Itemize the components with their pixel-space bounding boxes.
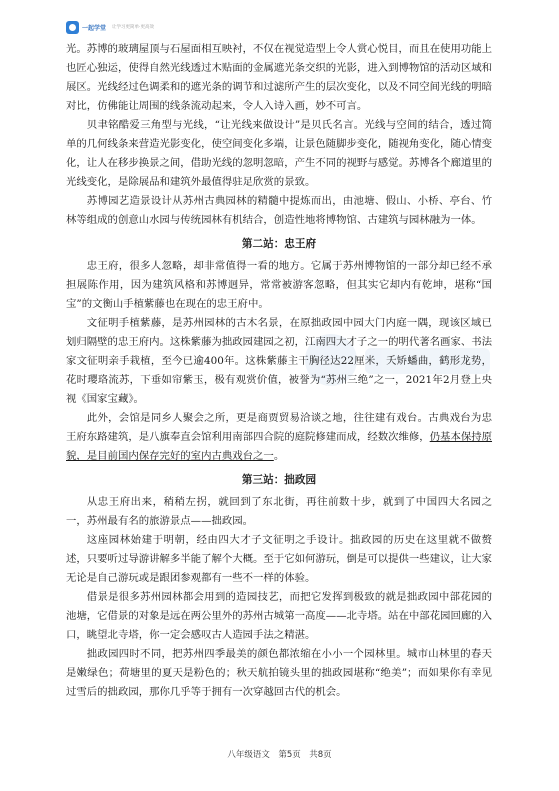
document-body — [66, 40, 492, 702]
section-heading-station-2: 第二站：忠王府 — [241, 238, 317, 250]
paragraph: 苏博园艺造景设计从苏州古典园林的精髓中提炼而出，由池塘、假山、小桥、亭台、竹林等组成的创意山水园与传统园林有机结合，创造性地将博物馆、古建筑与园林融为一体。 — [66, 195, 492, 226]
paragraph — [66, 409, 492, 466]
paragraph: 从忠王府出来，稍稍左拐，就回到了东北街，再往前数十步，就到了中国四大名园之一，苏州最有名的旅游景点——拙政园。 — [66, 496, 492, 527]
site-logo — [66, 20, 154, 34]
paragraph-text: 此外，会馆是同乡人聚会之所，更是商贾贸易洽谈之地，往往建有戏台。古典戏台为忠王府东路建筑，是八旗奉直会馆利用南部四合院的庭院修建而成，经数次维修， — [66, 412, 492, 443]
underlined-sentence: 仍基本保持原貌，是目前国内保存完好的室内古典戏台之一 — [66, 431, 493, 462]
logo-name: 一起学堂 — [82, 24, 107, 32]
paragraph: 拙政园四时不同，把苏州四季最美的颜色都浓缩在小小一个园林里。城市山林里的春天是嫩绿色；荷塘里的夏天是粉色的；秋天航拍镜头里的拙政园堪称“绝美”；而如果你有幸见过雪后的拙政园，那你几乎等于拥有一次穿越回古代的机会。 — [66, 648, 492, 698]
page-footer: 八年级语文 第5页 共8页 — [227, 750, 332, 760]
section-heading-station-3: 第三站：拙政园 — [241, 474, 317, 486]
logo-slogan: 让学习更简单·更高效 — [112, 25, 154, 30]
paragraph: 光。苏博的玻璃屋顶与石屋面相互映衬，不仅在视觉造型上令人赏心悦目，而且在使用功能上也匠心独运，使得自然光线透过木贴面的金属遮光条交织的光影，进入到博物馆的活动区域和展区。光线经过色调柔和的遮光条的调节和过滤所产生的层次变化，以及不同空间光线的明暗对比，仿佛能让周围的线条流动起来，令人入诗入画，妙不可言。 — [66, 43, 493, 112]
logo-icon — [66, 21, 79, 34]
paragraph-text: 。 — [273, 450, 285, 462]
paragraph: 借景是很多苏州园林都会用到的造园技艺，而把它发挥到极致的就是拙政园中部花园的池塘，它借景的对象是远在两公里外的苏州古城第一高度——北寺塔。站在中部花园回廊的入口，眺望北寺塔，你一定会感叹古人造园手法之精湛。 — [66, 591, 493, 641]
paragraph: 贝聿铭酷爱三角型与光线，“让光线来做设计”是贝氏名言。光线与空间的结合，透过简单的几何线条来营造光影变化，使空间变化多端，让景色随脚步变化，随视角变化，随心情变化，让人在移步换景之间，借助光线的忽明忽暗，产生不同的视野与感觉。苏博各个廊道里的光线变化，是除展品和建筑外最值得驻足欣赏的景致。 — [66, 119, 493, 188]
paragraph: 忠王府，很多人忽略，却非常值得一看的地方。它属于苏州博物馆的一部分却已经不承担展陈作用，因为建筑风格和苏博迥异，常常被游客忽略，但其实它却内有乾坤，堪称“国宝”的文衡山手植紫藤也在现在的忠王府中。 — [66, 260, 492, 310]
paragraph: 文征明手植紫藤，是苏州园林的古木名景，在原拙政园中园大门内庭一隅，现该区域已划归隔壁的忠王府内。这株紫藤为拙政园建园之初，江南四大才子之一的明代著名画家、书法家文征明亲手栽植，至今已逾400年。这株紫藤主干胸径达22厘米，夭矫蟠曲，鹤形龙势，花时璎珞流苏，下垂如帘紫玉，极有观赏价值，被誉为“苏州三绝”之一，2021年2月登上央视《国家宝藏》。 — [66, 317, 493, 405]
paragraph: 这座园林始建于明朝，经由四大才子文征明之手设计。拙政园的历史在这里就不做赘述，只要听过导游讲解多半能了解个大概。至于它如何游玩，倒是可以提供一些建议，让大家无论是自己游玩或是跟团参观都有一些不一样的体验。 — [66, 534, 493, 584]
